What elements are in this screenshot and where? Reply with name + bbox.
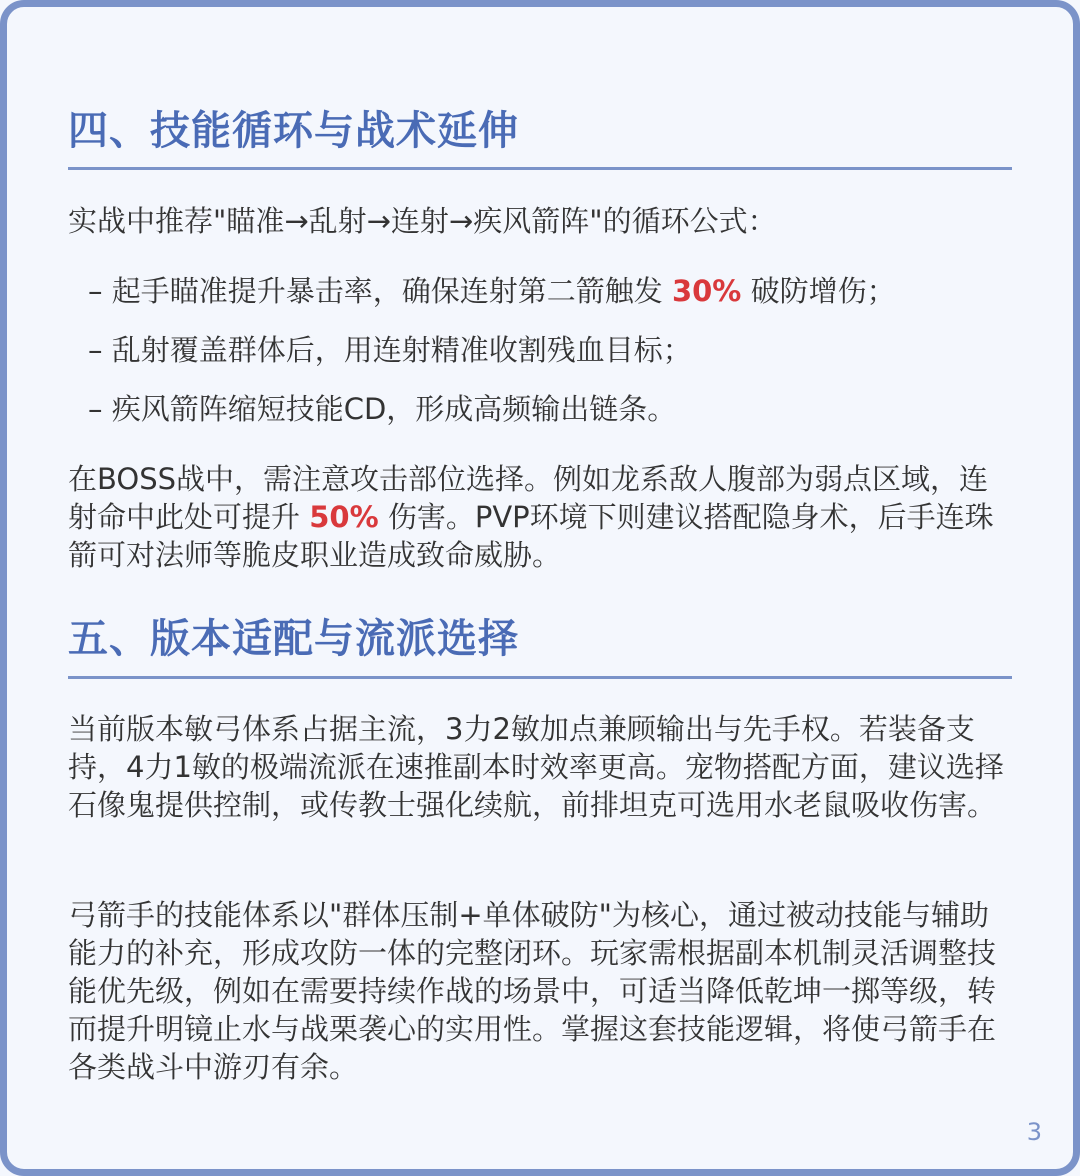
section-5-paragraph-2: 弓箭手的技能体系以"群体压制+单体破防"为核心，通过被动技能与辅助能力的补充，形成攻防一体的完整闭环。玩家需根据副本机制灵活调整技能优先级，例如在需要持续作战的场景中，可适当降低乾坤一掷等级，转而提升明镜止水与战栗袭心的实用性。掌握这套技能逻辑，将使弓箭手在各类战斗中游刃有余。 — [68, 898, 997, 1084]
highlight-value: 30% — [671, 274, 742, 308]
bullet-dash: – — [88, 274, 103, 308]
paragraph-text: 伤害。PVP环境下则建议搭配隐身术，后手连珠箭可对法师等脆皮职业造成致命威胁。 — [68, 500, 994, 572]
bullet-dash: – — [88, 392, 103, 426]
bullet-item — [88, 272, 1008, 310]
bullet-text: 起手瞄准提升暴击率，确保连射第二箭触发 — [111, 274, 672, 308]
bullet-item — [88, 390, 1008, 428]
paragraph-text: 在BOSS战中，需注意攻击部位选择。例如龙系敌人腹部为弱点区域，连射命中此处可提升 — [68, 462, 989, 534]
bullet-item — [88, 331, 1008, 369]
section-5-paragraph-1: 当前版本敏弓体系占据主流，3力2敏加点兼顾输出与先手权。若装备支持，4力1敏的极端流派在速推副本时效率更高。宠物搭配方面，建议选择石像鬼提供控制，或传教士强化续航，前排坦克可选用水老鼠吸收伤害。 — [68, 712, 1004, 822]
section-4-boss-paragraph — [68, 460, 1012, 574]
section-4-intro: 实战中推荐"瞄准→乱射→连射→疾风箭阵"的循环公式： — [68, 204, 777, 238]
bullet-text: 乱射覆盖群体后，用连射精准收割残血目标； — [111, 333, 692, 367]
page-number: 3 — [1026, 1118, 1042, 1146]
section-5-heading: 五、版本适配与流派选择 — [68, 616, 519, 662]
highlight-value: 50% — [309, 500, 379, 534]
bullet-text: 疾风箭阵缩短技能CD，形成高频输出链条。 — [111, 392, 677, 426]
section-4-divider — [68, 167, 1012, 170]
bullet-dash: – — [88, 333, 103, 367]
section-4-heading: 四、技能循环与战术延伸 — [68, 108, 519, 154]
section-5-divider — [68, 676, 1012, 679]
bullet-text: 破防增伤； — [741, 274, 896, 308]
